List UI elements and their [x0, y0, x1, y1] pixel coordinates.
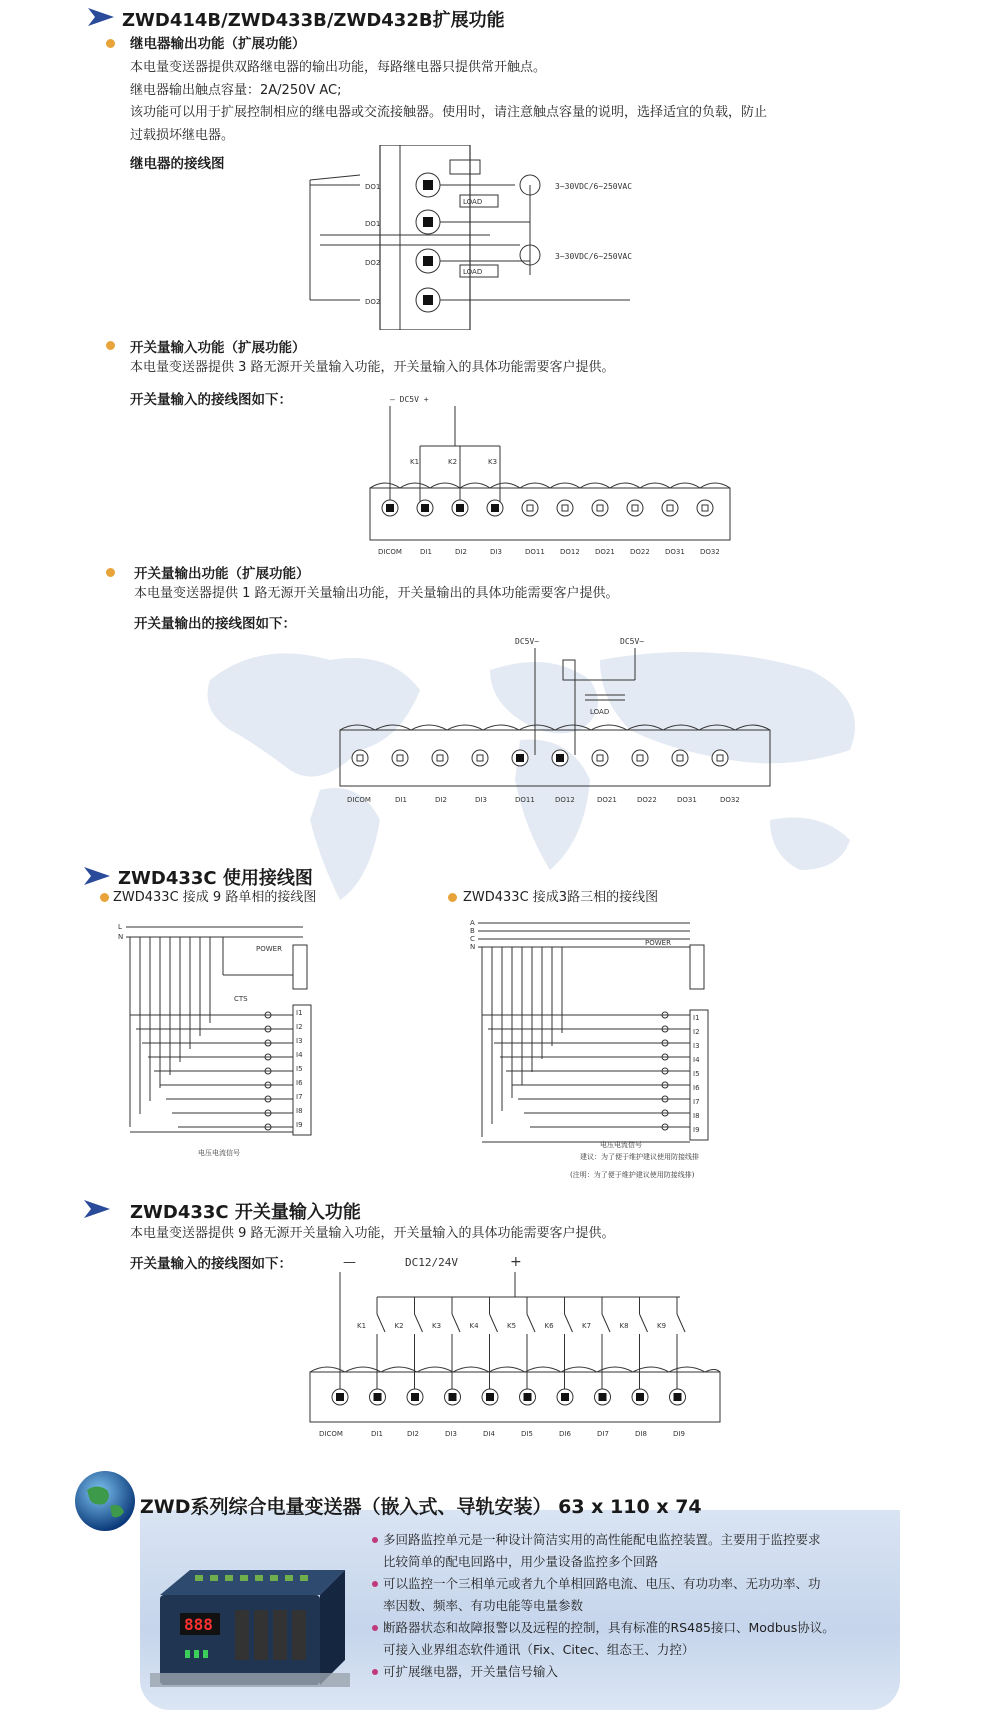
switch-output-diagram	[335, 630, 775, 810]
switch-label: K4	[469, 1322, 479, 1330]
switch-label: K1	[357, 1322, 367, 1330]
switch-out-supply-left: DC5V~	[515, 637, 540, 646]
feature-3-cont: 可接入业界组态软件通讯（Fix、Citec、组态王、力控）	[383, 1642, 695, 1657]
switch-label: K6	[544, 1322, 554, 1330]
switch-in-term-3: DI2	[455, 548, 467, 556]
svg-text:CTS: CTS	[234, 995, 248, 1003]
relay-voltage-label-2: 3~30VDC/6~250VAC	[555, 252, 633, 261]
svg-text:POWER: POWER	[256, 945, 282, 953]
feature-2-cont: 率因数、频率、有功电能等电量参数	[383, 1598, 584, 1613]
terminal-screw	[697, 500, 713, 516]
terminal-screw	[557, 500, 573, 516]
svg-text:DC12/24V: DC12/24V	[405, 1256, 458, 1269]
svg-text:I6: I6	[693, 1084, 700, 1092]
relay-line1: 本电量变送器提供双路继电器的输出功能，每路继电器只提供常开触点。	[130, 60, 547, 75]
switch-label: K3	[432, 1322, 442, 1330]
feature-1: 多回路监控单元是一种设计简洁实用的高性能配电监控装置。主要用于监控要求	[383, 1532, 821, 1547]
svg-text:DI5: DI5	[521, 1430, 533, 1438]
terminal-screw	[662, 500, 678, 516]
switch-out-supply-right: DC5V~	[620, 637, 645, 646]
switch-out-term-1: DICOM	[347, 796, 371, 804]
section-arrow-icon	[82, 865, 112, 887]
svg-text:I7: I7	[296, 1093, 303, 1101]
terminal-screw	[592, 750, 608, 766]
terminal-screw	[392, 750, 408, 766]
svg-text:I2: I2	[296, 1023, 303, 1031]
svg-text:DICOM: DICOM	[319, 1430, 343, 1438]
svg-text:N: N	[118, 933, 124, 941]
switch-out-term-10: DO32	[720, 796, 740, 804]
svg-text:POWER: POWER	[645, 939, 671, 947]
switch-label: K8	[619, 1322, 629, 1330]
feature-1-cont: 比较简单的配电回路中，用少量设备监控多个回路	[383, 1554, 659, 1569]
switch-in-k3: K3	[488, 458, 498, 466]
svg-text:C: C	[470, 935, 475, 943]
bullet-icon	[106, 568, 115, 577]
svg-text:I1: I1	[693, 1014, 700, 1022]
terminal-screw	[627, 500, 643, 516]
section2-title: ZWD433C 使用接线图	[118, 868, 313, 889]
relay-heading: 继电器输出功能（扩展功能）	[130, 36, 306, 52]
svg-text:I4: I4	[693, 1056, 700, 1064]
relay-voltage-label-1: 3~30VDC/6~250VAC	[555, 182, 633, 191]
switch-label: K2	[394, 1322, 404, 1330]
switch-in-diagram-label: 开关量输入的接线图如下：	[130, 392, 292, 408]
bullet-icon	[100, 893, 109, 902]
svg-text:I5: I5	[693, 1070, 700, 1078]
feature-bullet-icon	[372, 1669, 378, 1675]
switch-out-term-9: DO31	[677, 796, 697, 804]
switch-in-supply: — DC5V +	[390, 395, 429, 404]
relay-load-label-1: LOAD	[463, 198, 483, 206]
switch-in-term-9: DO31	[665, 548, 685, 556]
svg-text:DI1: DI1	[371, 1430, 383, 1438]
svg-text:B: B	[470, 927, 475, 935]
feature-2: 可以监控一个三相单元或者九个单相回路电流、电压、有功功率、无功功率、功	[383, 1576, 821, 1591]
svg-text:I3: I3	[693, 1042, 700, 1050]
svg-text:I8: I8	[296, 1107, 303, 1115]
relay-diagram-label: 继电器的接线图	[130, 156, 225, 172]
relay-line4: 过载损坏继电器。	[130, 128, 235, 143]
right-diagram-caption: ZWD433C 接成3路三相的接线图	[463, 890, 659, 905]
switch-out-term-8: DO22	[637, 796, 657, 804]
svg-text:I7: I7	[693, 1098, 700, 1106]
switch-out-term-6: DO12	[555, 796, 575, 804]
svg-text:I4: I4	[296, 1051, 303, 1059]
globe-icon	[72, 1468, 138, 1534]
switch-out-term-3: DI2	[435, 796, 447, 804]
terminal-screw	[672, 750, 688, 766]
svg-text:(注明：为了便于维护建议使用防接线排): (注明：为了便于维护建议使用防接线排)	[570, 1171, 695, 1179]
switch-in-k2: K2	[448, 458, 458, 466]
terminal-screw	[472, 750, 488, 766]
svg-text:I8: I8	[693, 1112, 700, 1120]
svg-text:建议：为了便于维护建议使用防接线排: 建议：为了便于维护建议使用防接线排	[580, 1153, 699, 1161]
switch-out-diagram-label: 开关量输出的接线图如下：	[134, 616, 296, 632]
three-phase-wiring-diagram	[470, 915, 760, 1185]
terminal-screw	[432, 750, 448, 766]
switch-in-k1: K1	[410, 458, 420, 466]
switch-in-term-1: DICOM	[378, 548, 402, 556]
svg-text:I9: I9	[693, 1126, 700, 1134]
switch-in-term-8: DO22	[630, 548, 650, 556]
svg-text:I5: I5	[296, 1065, 303, 1073]
terminal-screw	[632, 750, 648, 766]
svg-text:I9: I9	[296, 1121, 303, 1129]
svg-text:L: L	[118, 923, 122, 931]
section-arrow-icon	[86, 6, 116, 28]
switch-out-term-4: DI3	[475, 796, 487, 804]
svg-text:电压电流信号: 电压电流信号	[600, 1141, 642, 1149]
svg-text:DI4: DI4	[483, 1430, 495, 1438]
svg-text:DI6: DI6	[559, 1430, 571, 1438]
terminal-screw	[592, 500, 608, 516]
terminal-screw	[522, 500, 538, 516]
svg-text:I6: I6	[296, 1079, 303, 1087]
svg-text:DI8: DI8	[635, 1430, 647, 1438]
section3-diagram-label: 开关量输入的接线图如下：	[130, 1256, 292, 1272]
switch-out-term-5: DO11	[515, 796, 535, 804]
switch-out-heading: 开关量输出功能（扩展功能）	[134, 566, 310, 582]
switch-in-term-7: DO21	[595, 548, 615, 556]
switch-in-term-6: DO12	[560, 548, 580, 556]
feature-bullet-icon	[372, 1537, 378, 1543]
relay-left-label-4: DO2	[365, 298, 381, 306]
device-display: 888	[184, 1615, 213, 1634]
switch-in-term-10: DO32	[700, 548, 720, 556]
svg-text:A: A	[470, 919, 475, 927]
single-phase-wiring-diagram	[118, 915, 358, 1160]
section3-title: ZWD433C 开关量输入功能	[130, 1202, 361, 1223]
svg-text:DI3: DI3	[445, 1430, 457, 1438]
bullet-icon	[106, 39, 115, 48]
terminal-screw	[712, 750, 728, 766]
relay-left-label-3: DO2	[365, 259, 381, 267]
switch-out-load: LOAD	[590, 708, 610, 716]
switch-label: K9	[657, 1322, 667, 1330]
feature-bullet-icon	[372, 1625, 378, 1631]
section3-line1: 本电量变送器提供 9 路无源开关量输入功能，开关量输入的具体功能需要客户提供。	[130, 1226, 615, 1241]
relay-line3: 该功能可以用于扩展控制相应的继电器或交流接触器。使用时，请注意触点容量的说明，选择适宜的负载，防止	[130, 105, 768, 120]
device-image	[150, 1555, 350, 1695]
switch-in-term-5: DO11	[525, 548, 545, 556]
switch-out-term-7: DO21	[597, 796, 617, 804]
section-arrow-icon	[82, 1198, 112, 1220]
switch-in-heading: 开关量输入功能（扩展功能）	[130, 340, 306, 356]
nine-channel-input-diagram	[305, 1252, 725, 1440]
switch-in-term-2: DI1	[420, 548, 432, 556]
svg-text:I1: I1	[296, 1009, 303, 1017]
svg-text:DI2: DI2	[407, 1430, 419, 1438]
svg-text:DI9: DI9	[673, 1430, 685, 1438]
bullet-icon	[106, 341, 115, 350]
switch-out-line1: 本电量变送器提供 1 路无源开关量输出功能，开关量输出的具体功能需要客户提供。	[134, 586, 619, 601]
relay-line2: 继电器输出触点容量：2A/250V AC;	[130, 83, 342, 98]
svg-text:+: +	[510, 1254, 522, 1270]
relay-load-label-2: LOAD	[463, 268, 483, 276]
switch-label: K7	[582, 1322, 592, 1330]
svg-text:DI7: DI7	[597, 1430, 609, 1438]
feature-4: 可扩展继电器，开关量信号输入	[383, 1664, 559, 1679]
feature-3: 断路器状态和故障报警以及远程的控制，具有标准的RS485接口、Modbus协议。	[383, 1620, 835, 1635]
switch-out-term-2: DI1	[395, 796, 407, 804]
switch-in-line1: 本电量变送器提供 3 路无源开关量输入功能，开关量输入的具体功能需要客户提供。	[130, 360, 615, 375]
banner-title: ZWD系列综合电量变送器（嵌入式、导轨安装） 63 x 110 x 74	[140, 1496, 702, 1518]
left-diagram-caption: ZWD433C 接成 9 路单相的接线图	[113, 890, 317, 905]
svg-text:N: N	[470, 943, 476, 951]
svg-text:I3: I3	[296, 1037, 303, 1045]
section1-title: ZWD414B/ZWD433B/ZWD432B扩展功能	[122, 10, 505, 31]
switch-input-diagram	[360, 388, 750, 560]
bullet-icon	[448, 893, 457, 902]
svg-text:—: —	[343, 1255, 356, 1270]
feature-bullet-icon	[372, 1581, 378, 1587]
terminal-screw	[352, 750, 368, 766]
relay-left-label-2: DO1	[365, 220, 381, 228]
relay-left-label-1: DO1	[365, 183, 381, 191]
switch-in-term-4: DI3	[490, 548, 502, 556]
switch-label: K5	[507, 1322, 517, 1330]
svg-text:电压电流信号: 电压电流信号	[198, 1149, 240, 1157]
relay-wiring-diagram	[300, 145, 780, 330]
svg-text:I2: I2	[693, 1028, 700, 1036]
